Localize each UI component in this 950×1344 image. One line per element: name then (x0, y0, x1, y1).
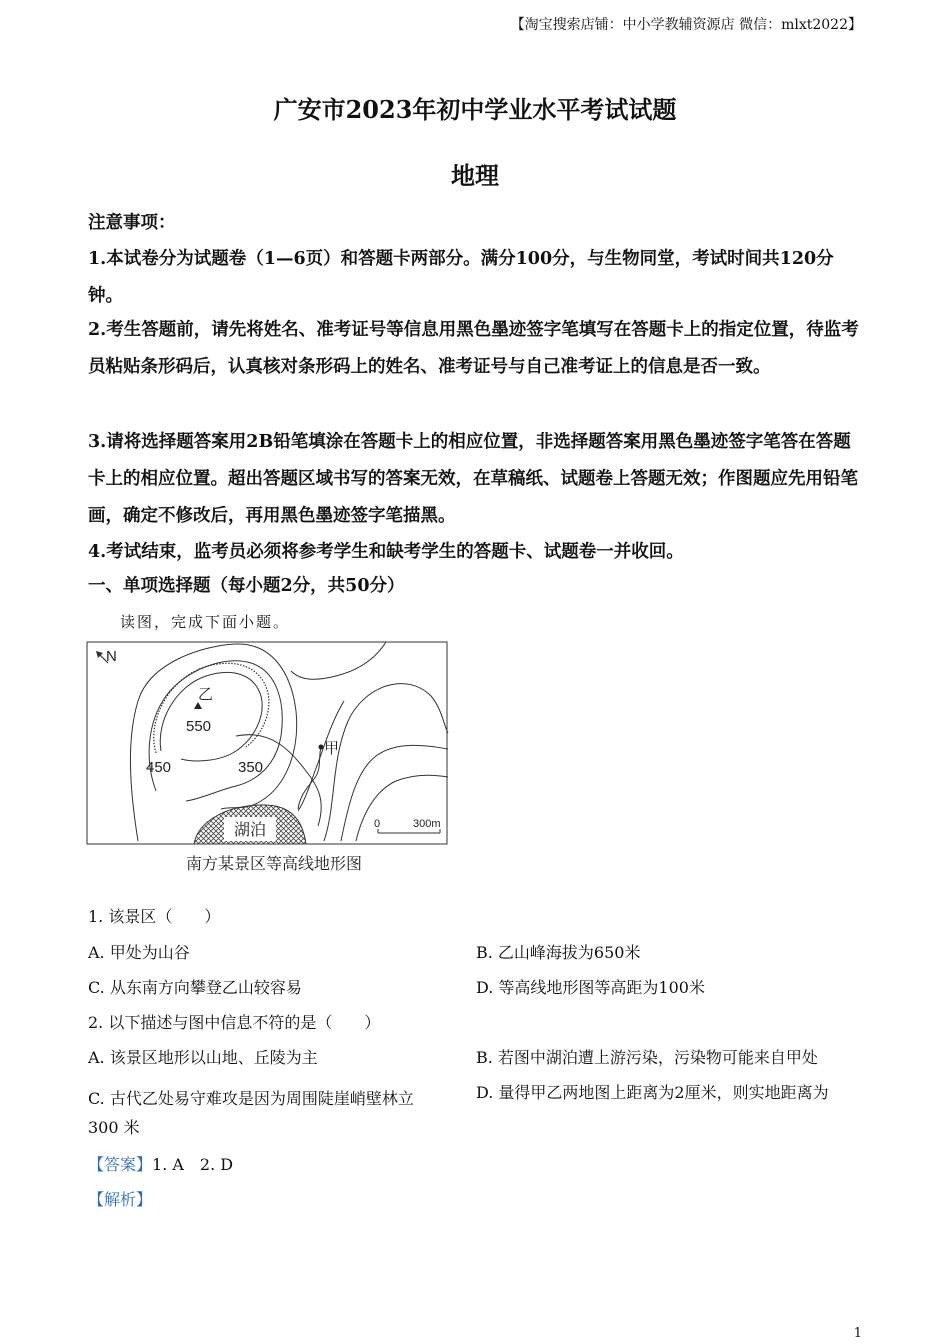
question-intro: 读图，完成下面小题。 (120, 613, 291, 631)
contour-line-450 (149, 661, 282, 801)
page-title: 广安市2023年初中学业水平考试试题 (273, 95, 677, 124)
notice-item-2: 2.考生答题前，请先将姓名、准考证号等信息用黑色墨迹签字笔填写在答题卡上的指定位置，待监考员粘贴条形码后，认真核对条形码上的姓名、准考证号与自己准考证上的信息是否一致。 (88, 320, 859, 377)
analysis-label: 【解析】 (88, 1190, 153, 1209)
peak-marker-icon (194, 702, 202, 709)
answer-text: 1. A 2. D (152, 1155, 234, 1174)
question-1-option-b: B. 乙山峰海拔为650米 (476, 943, 641, 962)
contour-map (86, 641, 450, 879)
river (298, 747, 321, 809)
notice-item-4: 4.考试结束，监考员必须将参考学生和缺考学生的答题卡、试题卷一并收回。 (88, 542, 684, 562)
question-2-option-d-continued: 300 米 (88, 1118, 140, 1137)
notice-item-1: 1.本试卷分为试题卷（1—6页）和答题卡两部分。满分100分，与生物同堂，考试时间共120分钟。 (88, 249, 834, 306)
peak-label-yi: 乙 (198, 686, 214, 703)
contour-label-450: 450 (146, 759, 172, 776)
notice-heading: 注意事项： (88, 213, 176, 233)
question-2-stem: 2. 以下描述与图中信息不符的是（ ） (88, 1013, 381, 1032)
question-1-stem: 1. 该景区（ ） (88, 907, 221, 926)
scale-distance: 300m (413, 818, 441, 830)
map-caption: 南方某景区等高线地形图 (186, 856, 363, 873)
question-1-option-d: D. 等高线地形图等高距为100米 (476, 978, 705, 997)
question-2-option-d: D. 量得甲乙两地图上距离为2厘米，则实地距离为 (476, 1083, 829, 1102)
north-label: N (106, 648, 117, 665)
cliff-line (154, 663, 269, 753)
question-1-option-a: A. 甲处为山谷 (88, 943, 190, 962)
question-1-option-c: C. 从东南方向攀登乙山较容易 (88, 978, 302, 997)
point-jia-marker (319, 745, 324, 750)
contour-label-550: 550 (186, 718, 212, 735)
question-2-option-b: B. 若图中湖泊遭上游污染，污染物可能来自甲处 (476, 1048, 818, 1067)
page-number: 1 (853, 1326, 862, 1341)
subject-title: 地理 (451, 161, 499, 190)
answer-line (88, 1152, 233, 1175)
lake-label: 湖泊 (234, 822, 267, 839)
section-title: 一、单项选择题（每小题2分，共50分） (88, 576, 405, 596)
header-note: 【淘宝搜索店铺：中小学教辅资源店 微信：mlxt2022】 (510, 17, 862, 33)
notice-item-3: 3.请将选择题答案用2B铅笔填涂在答题卡上的相应位置，非选择题答案用黑色墨迹签字笔答在答题卡上的相应位置。超出答题区域书写的答案无效，在草稿纸、试题卷上答题无效；作图题应先用铅笔画，确定不修改后，再用黑色墨迹签字笔描黑。 (88, 432, 858, 526)
contour-line (291, 642, 386, 679)
scale-zero: 0 (374, 818, 381, 830)
question-2-option-c: C. 古代乙处易守难攻是因为周围陡崖峭壁林立 (88, 1089, 414, 1108)
answer-label: 【答案】 (88, 1155, 153, 1174)
point-label-jia: 甲 (324, 740, 340, 757)
question-2-option-a: A. 该景区地形以山地、丘陵为主 (88, 1048, 318, 1067)
contour-label-350: 350 (238, 759, 264, 776)
contour-line (356, 775, 448, 841)
